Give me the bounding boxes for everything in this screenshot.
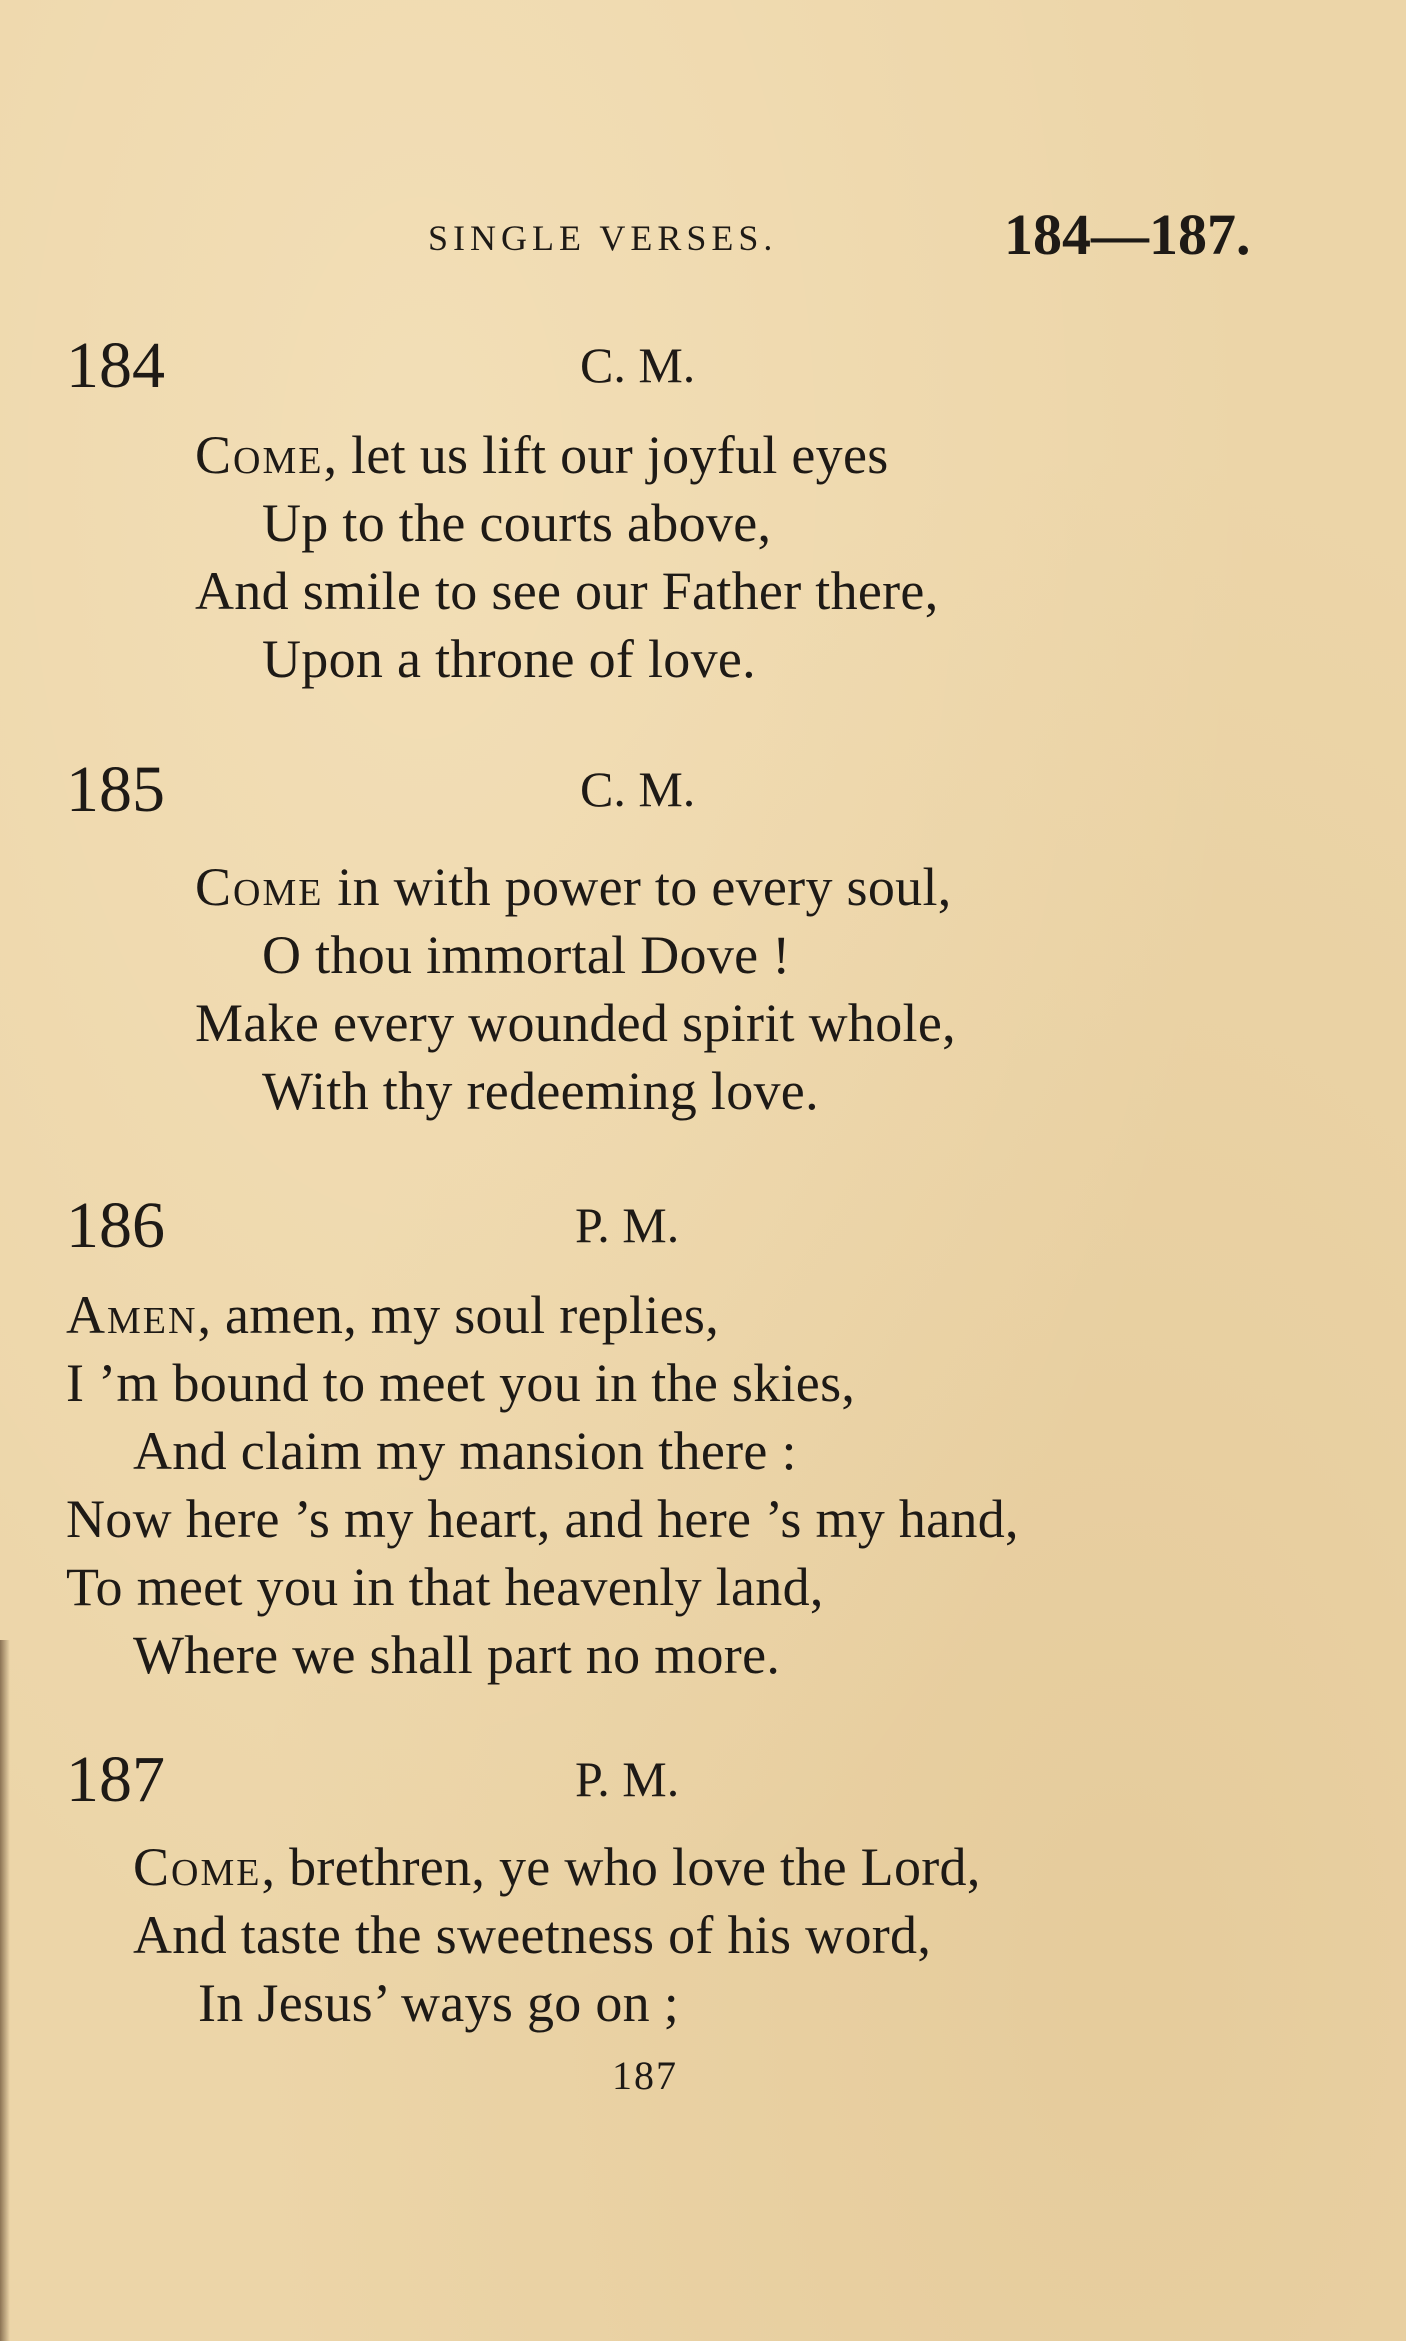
- hymn-meter: C. M.: [580, 761, 696, 817]
- verse-line: And taste the sweetness of his word,: [133, 1905, 932, 1965]
- hymn-number: 184: [66, 329, 165, 402]
- first-word: Come: [195, 857, 324, 917]
- running-head-title: SINGLE VERSES.: [428, 218, 778, 258]
- hymn-184-heading: [0, 328, 1406, 408]
- page-number: 187: [612, 2053, 678, 2098]
- verse-line: O thou immortal Dove !: [262, 925, 791, 985]
- hymn-meter: C. M.: [580, 337, 696, 393]
- verse-line: Come in with power to every soul,: [195, 857, 952, 917]
- hymn-meter: P. M.: [575, 1751, 680, 1807]
- verse-line: Up to the courts above,: [262, 493, 772, 553]
- hymn-185-heading: [0, 752, 1406, 832]
- verse-line: Amen, amen, my soul replies,: [66, 1285, 720, 1345]
- verse-line: And smile to see our Father there,: [195, 561, 939, 621]
- first-word: Come: [195, 425, 324, 485]
- verse-line: Now here ’s my heart, and here ’s my hand,: [66, 1489, 1019, 1549]
- first-word: Come: [133, 1837, 262, 1897]
- hymn-number: 187: [66, 1743, 165, 1816]
- verse-line: In Jesus’ ways go on ;: [198, 1973, 680, 2033]
- verse-line: With thy redeeming love.: [262, 1061, 819, 1121]
- verse-line: Upon a throne of love.: [262, 629, 756, 689]
- verse-line: And claim my mansion there :: [133, 1421, 797, 1481]
- verse-line: I ’m bound to meet you in the skies,: [66, 1353, 856, 1413]
- first-word: Amen: [66, 1285, 198, 1345]
- hymn-187-heading: [0, 1742, 1406, 1822]
- verse-line: Come, brethren, ye who love the Lord,: [133, 1837, 981, 1897]
- hymn-186-heading: [0, 1188, 1406, 1268]
- running-head-range: 184—187.: [1004, 202, 1251, 267]
- hymn-meter: P. M.: [575, 1197, 680, 1253]
- verse-line: Where we shall part no more.: [133, 1625, 781, 1685]
- running-head: [0, 202, 1406, 275]
- hymn-number: 185: [66, 753, 165, 826]
- verse-line: To meet you in that heavenly land,: [66, 1557, 824, 1617]
- verse-line: Make every wounded spirit whole,: [195, 993, 956, 1053]
- verse-line: Come, let us lift our joyful eyes: [195, 425, 889, 485]
- hymn-number: 186: [66, 1189, 165, 1262]
